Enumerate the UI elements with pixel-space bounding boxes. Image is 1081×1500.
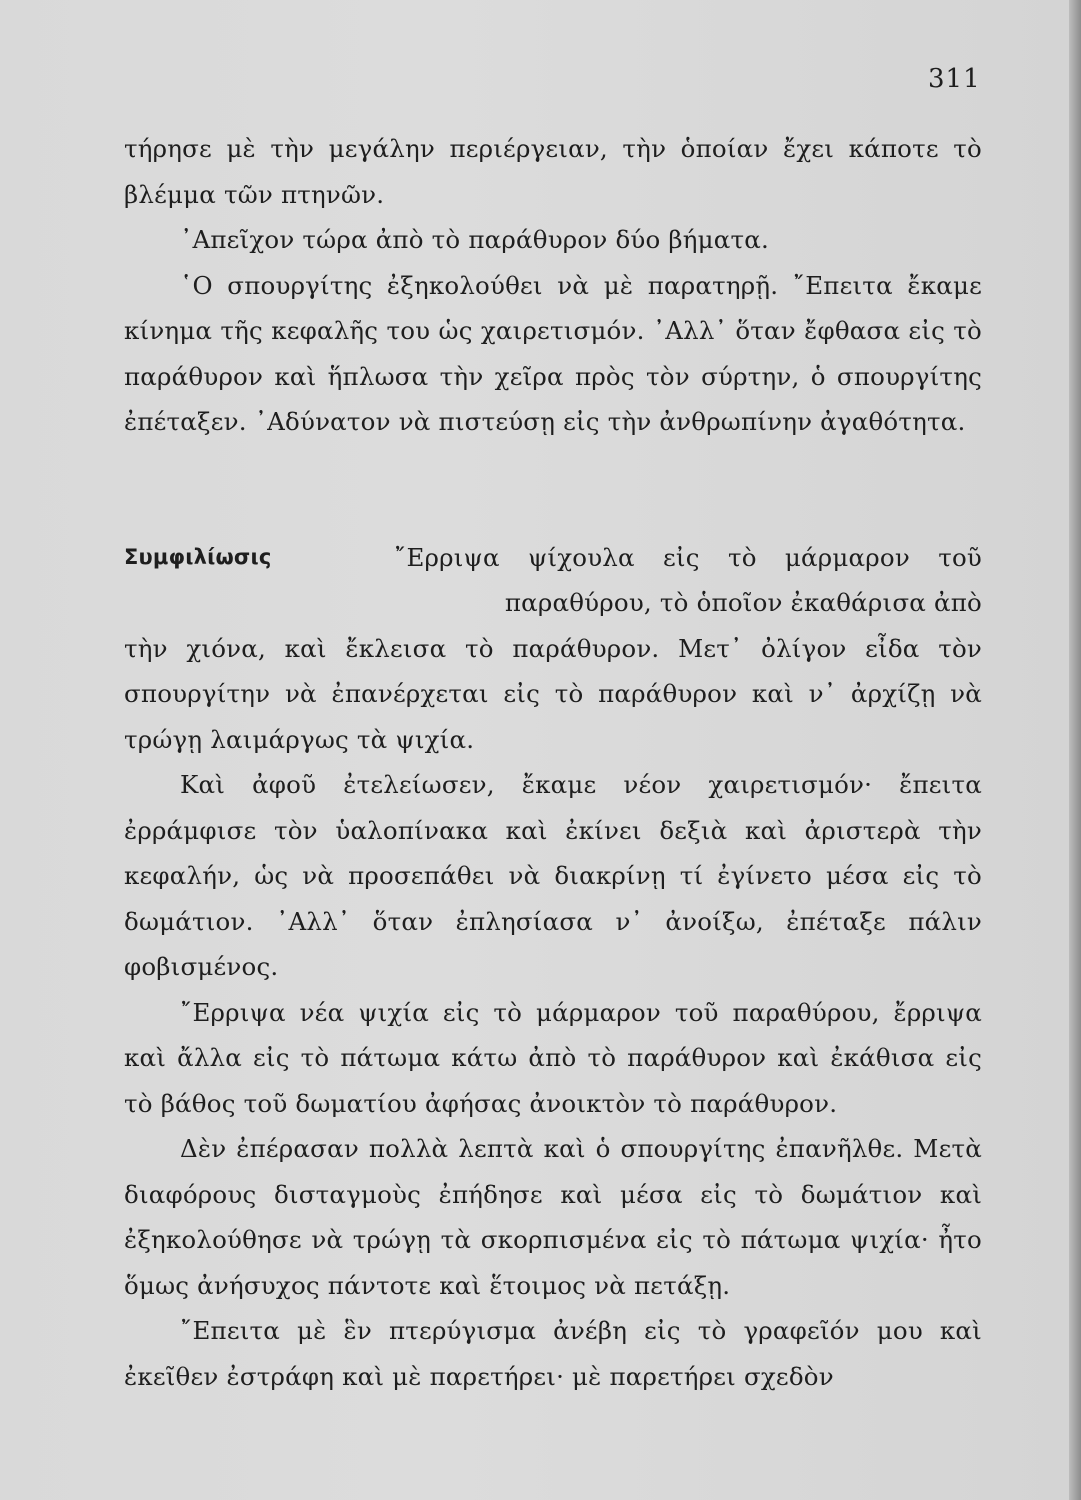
page-text bbox=[124, 126, 982, 1399]
paragraph-3: ῾Ο σπουργίτης ἐξηκολούθει νὰ μὲ παρατηρῇ. ῎Επειτα ἔκαμε κίνημα τῆς κεφαλῆς του ὡς χαιρετισμόν. ᾿Αλλ᾿ ὅταν ἔφθασα εἰς τὸ παράθυρον καὶ ἥπλωσα τὴν χεῖρα πρὸς τὸν σύρτην, ὁ σπουργίτης ἐπέταξεν. ᾿Αδύνατον νὰ πιστεύσῃ εἰς τὴν ἀνθρωπίνην ἀγαθότητα. bbox=[124, 270, 982, 436]
page-edge bbox=[1069, 0, 1081, 1500]
section-first-lines: ῎Ερριψα ψίχουλα εἰς τὸ μάρμαρον τοῦ παραθύρου, τὸ ὁποῖον ἐκαθάρισα ἀπὸ bbox=[394, 542, 982, 617]
section-first-rest: τὴν χιόνα, καὶ ἔκλεισα τὸ παράθυρον. Μετ᾿ ὀλίγον εἶδα τὸν σπουργίτην νὰ ἐπανέρχεται εἰς τὸ παράθυρον καὶ ν᾿ ἀρχίζῃ νὰ τρώγῃ λαιμάργως τὰ ψιχία. bbox=[124, 633, 982, 754]
section-paragraph-4: Δὲν ἐπέρασαν πολλὰ λεπτὰ καὶ ὁ σπουργίτης ἐπανῆλθε. Μετὰ διαφόρους δισταγμοὺς ἐπήδησε καὶ μέσα εἰς τὸ δωμάτιον καὶ ἐξηκολούθησε νὰ τρώγῃ τὰ σκορπισμένα εἰς τὸ πάτωμα ψιχία· ἦτο ὅμως ἀνήσυχος πάντοτε καὶ ἕτοιμος νὰ πετάξῃ. bbox=[124, 1134, 982, 1300]
paragraph-1: τήρησε μὲ τὴν μεγάλην περιέργειαν, τὴν ὁποίαν ἔχει κάποτε τὸ βλέμμα τῶν πτηνῶν. bbox=[124, 134, 982, 209]
section-paragraph-5: ῎Επειτα μὲ ἓν πτερύγισμα ἀνέβη εἰς τὸ γραφεῖόν μου καὶ ἐκεῖθεν ἐστράφη καὶ μὲ παρετήρει· μὲ παρετήρει σχεδὸν bbox=[124, 1316, 982, 1391]
section-title: Συμφιλίωσις bbox=[124, 544, 272, 569]
section-paragraph-2: Καὶ ἀφοῦ ἐτελείωσεν, ἔκαμε νέον χαιρετισμόν· ἔπειτα ἐρράμφισε τὸν ὑαλοπίνακα καὶ ἐκίνει δεξιὰ καὶ ἀριστερὰ τὴν κεφαλήν, ὡς νὰ προσεπάθει νὰ διακρίνῃ τί ἐγίνετο μέσα εἰς τὸ δωμάτιον. ᾿Αλλ᾿ ὅταν ἐπλησίασα ν᾿ ἀνοίξω, ἐπέταξε πάλιν φοβισμένος. bbox=[124, 770, 982, 981]
page-number: 311 bbox=[928, 64, 981, 94]
section-paragraph-3: ῎Ερριψα νέα ψιχία εἰς τὸ μάρμαρον τοῦ παραθύρου, ἔρριψα καὶ ἄλλα εἰς τὸ πάτωμα κάτω ἀπὸ τὸ παράθυρον καὶ ἐκάθισα εἰς τὸ βάθος τοῦ δωματίου ἀφήσας ἀνοικτὸν τὸ παράθυρον. bbox=[124, 997, 982, 1118]
section-gap bbox=[124, 445, 982, 535]
section-symfiliosis bbox=[124, 535, 982, 1400]
paragraph-2: ᾿Απεῖχον τώρα ἀπὸ τὸ παράθυρον δύο βήματα. bbox=[180, 225, 770, 254]
